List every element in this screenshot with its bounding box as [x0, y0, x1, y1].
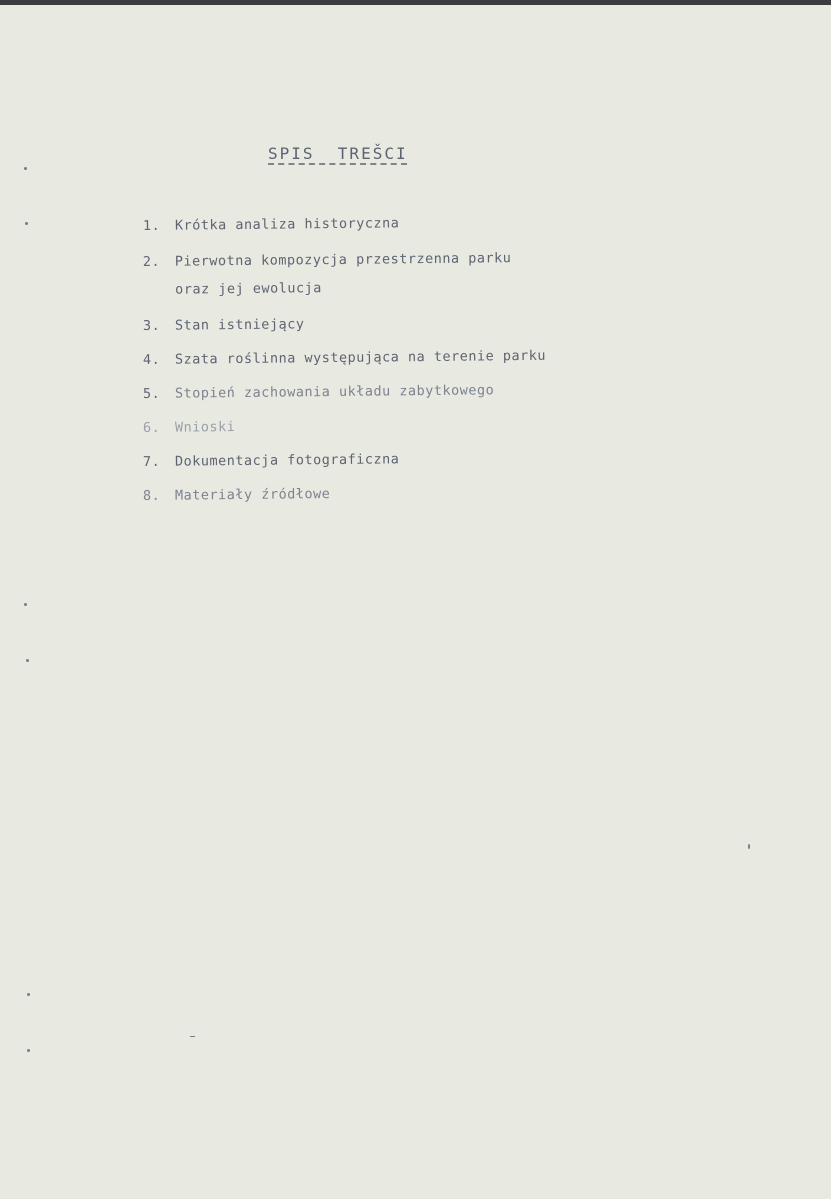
toc-item-number: 1. — [142, 217, 161, 234]
toc-item-number: 6. — [142, 419, 161, 436]
scan-speck — [190, 1036, 195, 1037]
toc-item-number: 5. — [142, 385, 161, 402]
toc-item-number: 8. — [142, 487, 161, 504]
scan-speck — [25, 222, 28, 225]
toc-item-number: 2. — [142, 253, 161, 271]
table-of-contents — [143, 216, 663, 506]
scan-speck — [24, 167, 27, 170]
scan-top-edge — [0, 0, 831, 5]
toc-item-4 — [143, 345, 663, 370]
scan-speck — [24, 603, 27, 606]
toc-item-2 — [143, 247, 663, 300]
toc-item-text: Pierwotna kompozycja przestrzenna parku — [174, 250, 512, 270]
scan-speck — [27, 993, 30, 996]
toc-item-8 — [143, 481, 663, 506]
toc-item-text: Dokumentacja fotograficzna — [174, 451, 400, 470]
toc-item-text: Wnioski — [174, 419, 236, 436]
toc-item-5 — [143, 379, 663, 404]
toc-item-text: Krótka analiza historyczna — [174, 215, 400, 234]
toc-item-text: Stan istniejący — [174, 316, 305, 334]
toc-item-3 — [143, 311, 663, 336]
toc-item-number: 4. — [142, 351, 161, 368]
toc-item-text: Szata roślinna występująca na terenie parku — [174, 347, 547, 368]
toc-item-number: 7. — [142, 453, 161, 470]
toc-item-text: Stopień zachowania układu zabytkowego — [174, 382, 495, 402]
toc-item-7 — [143, 447, 663, 472]
toc-item-text: Materiały źródłowe — [174, 486, 331, 504]
toc-item-1 — [143, 211, 663, 236]
scan-speck — [748, 844, 750, 849]
page-title: SPIS TREŠCI — [268, 144, 408, 163]
scan-speck — [27, 1049, 30, 1052]
toc-item-number: 3. — [142, 317, 161, 334]
scan-speck — [26, 659, 29, 662]
toc-item-6 — [143, 413, 663, 438]
toc-item-continuation: oraz jej ewolucja — [175, 280, 322, 298]
